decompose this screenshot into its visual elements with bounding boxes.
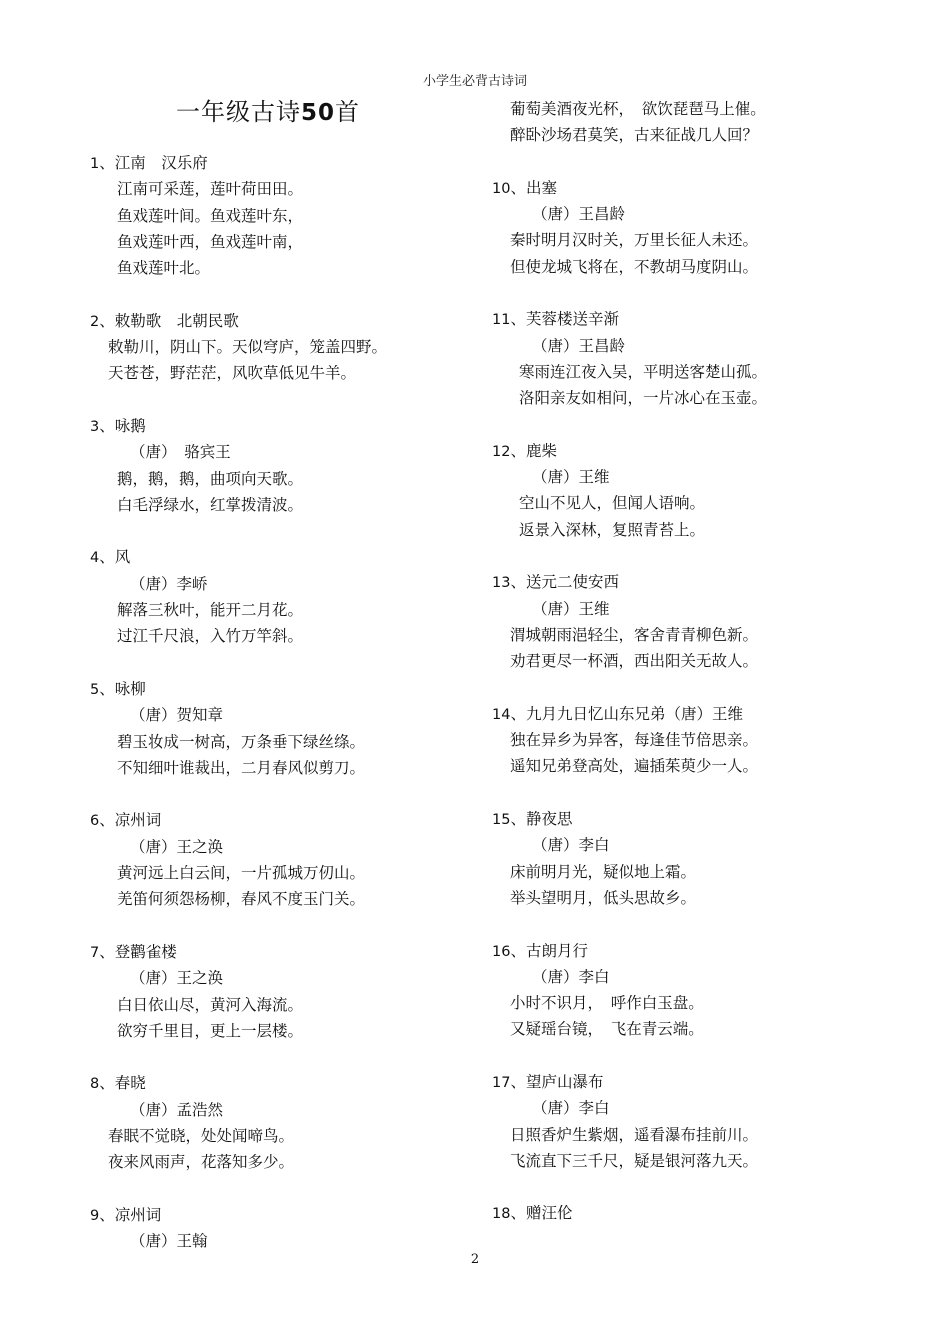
poem-title: 、古朗月行 — [510, 941, 588, 960]
poem-title: 、登鹳雀楼 — [99, 942, 177, 961]
poem-verse: 遥知兄弟登高处，遍插茱萸少一人。 — [510, 757, 759, 776]
poem-number: 9 — [90, 1207, 100, 1224]
poem-number: 14 — [492, 706, 511, 723]
poem-verse: 葡萄美酒夜光杯， 欲饮琵琶马上催。 — [510, 100, 766, 118]
left-column — [90, 150, 510, 1254]
page-title — [176, 92, 360, 127]
poem-title: 、风 — [99, 548, 131, 567]
poem-verse: 碧玉妆成一树高，万条垂下绿丝绦。 — [117, 732, 366, 751]
poem-number: 10 — [492, 180, 511, 197]
poem-verse: 江南可采莲，莲叶荷田田。 — [117, 180, 304, 199]
poem-heading — [90, 413, 510, 439]
poem-verse: 寒雨连江夜入吴，平明送客楚山孤。 — [519, 362, 768, 381]
poem-heading — [492, 438, 912, 464]
poem-number: 8 — [90, 1076, 100, 1093]
spacer — [492, 675, 912, 701]
poem-title: 、凉州词 — [99, 1205, 162, 1224]
poem-title: 、芙蓉楼送辛渐 — [510, 310, 619, 329]
page-number: 2 — [470, 1252, 480, 1267]
poem-heading — [90, 544, 510, 570]
poem-verse: 洛阳亲友如相问，一片冰心在玉壶。 — [519, 389, 768, 408]
page-header: 小学生必背古诗词 — [422, 74, 527, 89]
poem-number: 11 — [492, 312, 511, 329]
poem-heading — [90, 676, 510, 702]
poem-title: 、九月九日忆山东兄弟（唐）王维 — [510, 704, 743, 723]
spacer — [492, 280, 912, 306]
poem-heading — [492, 1069, 912, 1095]
poem-verse: 返景入深林，复照青苔上。 — [519, 520, 706, 539]
poem-verse: 白毛浮绿水，红掌拨清波。 — [117, 495, 304, 514]
poem-title: 、静夜思 — [510, 810, 573, 829]
poem-author: （唐）王维 — [532, 468, 610, 487]
poem-verse: 飞流直下三千尺，疑是银河落九天。 — [510, 1151, 759, 1170]
poem-author: （唐）王维 — [532, 599, 610, 618]
poem-verse: 鱼戏莲叶北。 — [117, 259, 211, 278]
poem-verse: 欲穷千里目，更上一层楼。 — [117, 1021, 304, 1040]
poem-verse: 白日依山尽，黄河入海流。 — [117, 995, 304, 1014]
poem-title: 、送元二使安西 — [510, 573, 619, 592]
spacer — [90, 387, 510, 413]
poem-verse: 举头望明月，低头思故乡。 — [510, 888, 697, 907]
spacer — [492, 543, 912, 569]
poem-verse: 床前明月光，疑似地上霜。 — [510, 862, 697, 881]
poem-verse: 独在异乡为异客，每逢佳节倍思亲。 — [510, 731, 759, 750]
title-suffix: 首 — [335, 98, 361, 126]
poem-author: （唐） 骆宾王 — [130, 443, 231, 462]
poem-author: （唐）李白 — [532, 1099, 610, 1118]
poem-verse: 羌笛何须怨杨柳，春风不度玉门关。 — [117, 890, 366, 909]
poem-author: （唐）李峤 — [130, 574, 208, 593]
poem-number: 18 — [492, 1206, 511, 1223]
poem-verse: 过江千尺浪，入竹万竿斜。 — [117, 627, 304, 646]
spacer — [492, 1174, 912, 1200]
poem-number: 16 — [492, 943, 511, 960]
poem-heading — [90, 1202, 510, 1228]
poem-verse: 小时不识月， 呼作白玉盘。 — [510, 994, 704, 1013]
poem-title: 、江南 汉乐府 — [99, 154, 208, 172]
poem-verse: 鹅，鹅，鹅，曲项向天歌。 — [117, 469, 304, 488]
poem-verse: 醉卧沙场君莫笑，古来征战几人回？ — [510, 126, 759, 145]
poem-title: 、凉州词 — [99, 811, 162, 830]
poem-number: 17 — [492, 1074, 511, 1091]
poem-heading — [492, 306, 912, 332]
spacer — [90, 913, 510, 939]
poem-heading — [492, 569, 912, 595]
poem-author: （唐）李白 — [532, 836, 610, 855]
poem-verse: 日照香炉生紫烟，遥看瀑布挂前川。 — [510, 1125, 759, 1144]
poem-number: 12 — [492, 443, 511, 460]
poem-verse: 春眠不觉晓，处处闻啼鸟。 — [108, 1126, 295, 1145]
poem-heading — [492, 938, 912, 964]
poem-author: （唐）孟浩然 — [130, 1100, 224, 1119]
spacer — [90, 1176, 510, 1202]
spacer — [492, 149, 912, 175]
poem-number: 1 — [90, 156, 100, 172]
poem-title: 、咏鹅 — [99, 416, 146, 435]
poem-verse: 但使龙城飞将在，不教胡马度阴山。 — [510, 257, 759, 276]
poem-verse: 渭城朝雨浥轻尘，客舍青青柳色新。 — [510, 625, 759, 644]
poem-title: 、咏柳 — [99, 679, 146, 698]
poem-heading — [90, 1070, 510, 1096]
poem-heading — [90, 939, 510, 965]
poem-title: 、望庐山瀑布 — [510, 1072, 604, 1091]
spacer — [90, 650, 510, 676]
poem-number: 15 — [492, 812, 511, 829]
spacer — [492, 1043, 912, 1069]
poem-heading — [492, 806, 912, 832]
poem-number: 2 — [90, 313, 100, 330]
title-text: 一年级古诗 — [176, 98, 301, 126]
poem-number: 7 — [90, 944, 100, 961]
poem-number: 6 — [90, 813, 100, 830]
poem-author: （唐）王之涣 — [130, 969, 224, 988]
poem-heading — [492, 175, 912, 201]
poem-author: （唐）贺知章 — [130, 706, 224, 725]
poem-number: 4 — [90, 550, 100, 567]
poem-heading — [90, 150, 510, 176]
spacer — [492, 780, 912, 806]
poem-verse: 又疑瑶台镜， 飞在青云端。 — [510, 1020, 704, 1039]
spacer — [90, 281, 510, 307]
poem-verse: 天苍苍，野茫茫，风吹草低见牛羊。 — [108, 364, 357, 383]
spacer — [492, 911, 912, 937]
poem-heading — [492, 1200, 912, 1226]
poem-verse: 鱼戏莲叶间。鱼戏莲叶东， — [117, 206, 304, 225]
poem-verse: 劝君更尽一杯酒，西出阳关无故人。 — [510, 652, 759, 671]
poem-number: 5 — [90, 681, 100, 698]
poem-author: （唐）王翰 — [130, 1232, 208, 1251]
title-number: 50 — [301, 100, 336, 126]
poem-author: （唐）王昌龄 — [532, 205, 626, 224]
poem-heading — [90, 807, 510, 833]
poem-verse: 夜来风雨声，花落知多少。 — [108, 1153, 295, 1172]
poem-verse: 秦时明月汉时关，万里长征人未还。 — [510, 231, 759, 250]
poem-title: 、敕勒歌 北朝民歌 — [99, 311, 239, 330]
poem-title: 、鹿柴 — [510, 441, 557, 460]
right-column — [492, 96, 912, 1227]
poem-title: 、出塞 — [510, 178, 557, 197]
poem-verse: 不知细叶谁裁出，二月春风似剪刀。 — [117, 758, 366, 777]
poem-title: 、春晓 — [99, 1074, 146, 1093]
poem-author: （唐）王之涣 — [130, 837, 224, 856]
poem-number: 13 — [492, 575, 511, 592]
poem-verse: 鱼戏莲叶西，鱼戏莲叶南， — [117, 232, 304, 251]
spacer — [492, 412, 912, 438]
poem-verse: 空山不见人，但闻人语响。 — [519, 494, 706, 513]
poem-heading — [90, 308, 510, 334]
poem-heading — [492, 701, 912, 727]
spacer — [90, 518, 510, 544]
spacer — [90, 1044, 510, 1070]
poem-verse: 解落三秋叶，能开二月花。 — [117, 601, 304, 620]
poem-author: （唐）李白 — [532, 967, 610, 986]
poem-verse: 敕勒川，阴山下。天似穹庐，笼盖四野。 — [108, 338, 388, 357]
poem-title: 、赠汪伦 — [510, 1204, 573, 1223]
poem-number: 3 — [90, 418, 100, 435]
poem-author: （唐）王昌龄 — [532, 336, 626, 355]
spacer — [90, 781, 510, 807]
poem-verse: 黄河远上白云间，一片孤城万仞山。 — [117, 864, 366, 883]
